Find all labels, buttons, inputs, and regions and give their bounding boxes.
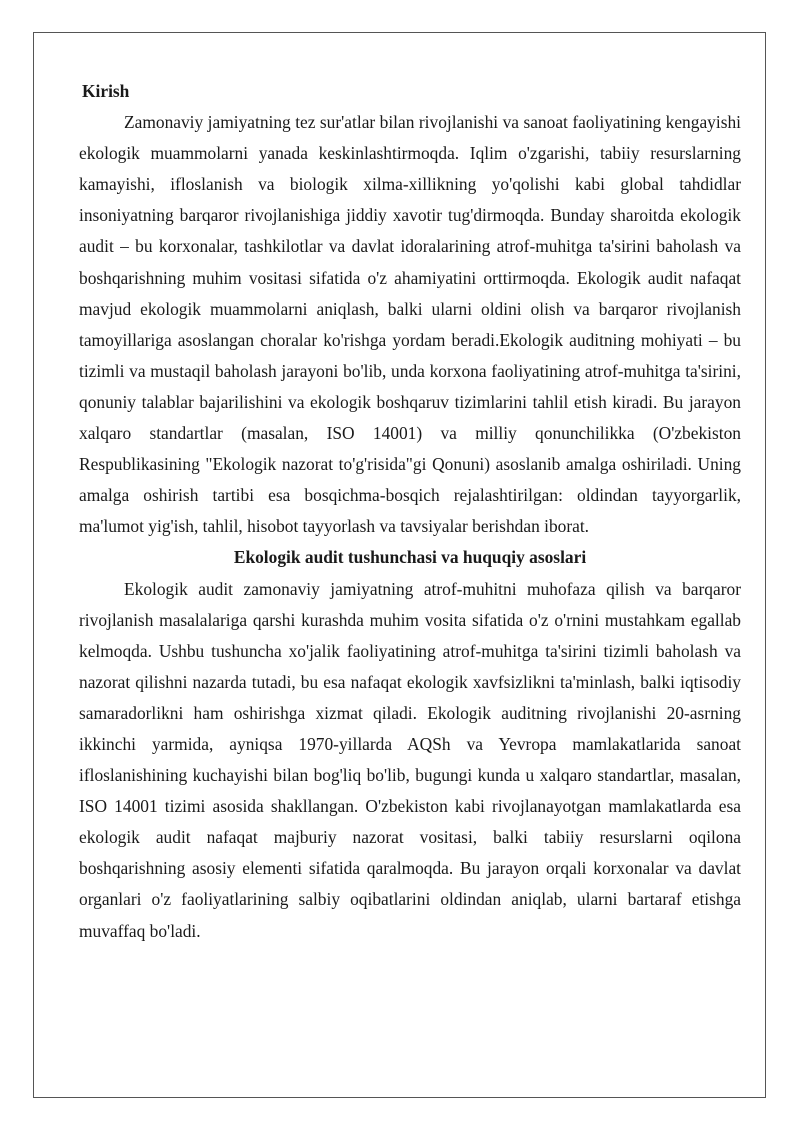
section-paragraph: Ekologik audit zamonaviy jamiyatning atrof-muhitni muhofaza qilish va barqaror rivojlanish masalalariga qarshi kurashda muhim vosita sifatida o'z o'rnini mustahkam egallab kelmoqda. Ushbu tushuncha xo'jalik faoliyatining atrof-muhitga ta'sirini tizimli baholash va nazorat qilishni nazarda tutadi, bu esa nafaqat ekologik xavfsizlikni ta'minlash, balki iqtisodiy samaradorlikni ham oshirishga xizmat qiladi. Ekologik auditning rivojlanishi 20-asrning ikkinchi yarmida, ayniqsa 1970-yillarda AQSh va Yevropa mamlakatlarida sanoat ifloslanishining kuchayishi bilan bog'liq bo'lib, bugungi kunda u xalqaro standartlar, masalan, ISO 14001 tizimi asosida shakllangan. O'zbekiston kabi rivojlanayotgan mamlakatlarda esa ekologik audit nafaqat majburiy nazorat vositasi, balki tabiiy resurslarni oqilona boshqarishning asosiy elementi sifatida qaralmoqda. Bu jarayon orqali korxonalar va davlat organlari o'z faoliyatlarining salbiy oqibatlarini oldindan aniqlab, ularni bartaraf etishga muvaffaq bo'ladi.: [79, 578, 741, 941]
document-body: [79, 76, 741, 947]
intro-heading: Kirish: [82, 81, 130, 101]
intro-paragraph: Zamonaviy jamiyatning tez sur'atlar bilan rivojlanishi va sanoat faoliyatining kengayishi ekologik muammolarni yanada keskinlashtirmoqda. Iqlim o'zgarishi, tabiiy resurslarning kamayishi, ifloslanish va biologik xilma-xillikning yo'qolishi kabi global tahdidlar insoniyatning barqaror rivojlanishiga jiddiy xavotir tug'dirmoqda. Bunday sharoitda ekologik audit – bu korxonalar, tashkilotlar va davlat idoralarining atrof-muhitga ta'sirini baholash va boshqarishning muhim vositasi sifatida o'z ahamiyatini orttirmoqda. Ekologik audit nafaqat mavjud ekologik muammolarni aniqlash, balki ularni oldini olish va barqaror rivojlanish tamoyillariga asoslangan choralar ko'rishga yordam beradi.Ekologik auditning mohiyati – bu tizimli va mustaqil baholash jarayoni bo'lib, unda korxona faoliyatining atrof-muhitga ta'sirini, qonuniy talablar bajarilishini va ekologik boshqaruv tizimlarini tahlil etish kiradi. Bu jarayon xalqaro standartlar (masalan, ISO 14001) va milliy qonunchilikka (O'zbekiston Respublikasining "Ekologik nazorat to'g'risida"gi Qonuni) asoslanib amalga oshiriladi. Uning amalga oshirish tartibi esa bosqichma-bosqich rejalashtirilgan: oldindan tayyorgarlik, ma'lumot yig'ish, tahlil, hisobot tayyorlash va tavsiyalar berishdan iborat.: [79, 112, 741, 537]
section-heading: Ekologik audit tushunchasi va huquqiy asoslari: [233, 547, 587, 568]
